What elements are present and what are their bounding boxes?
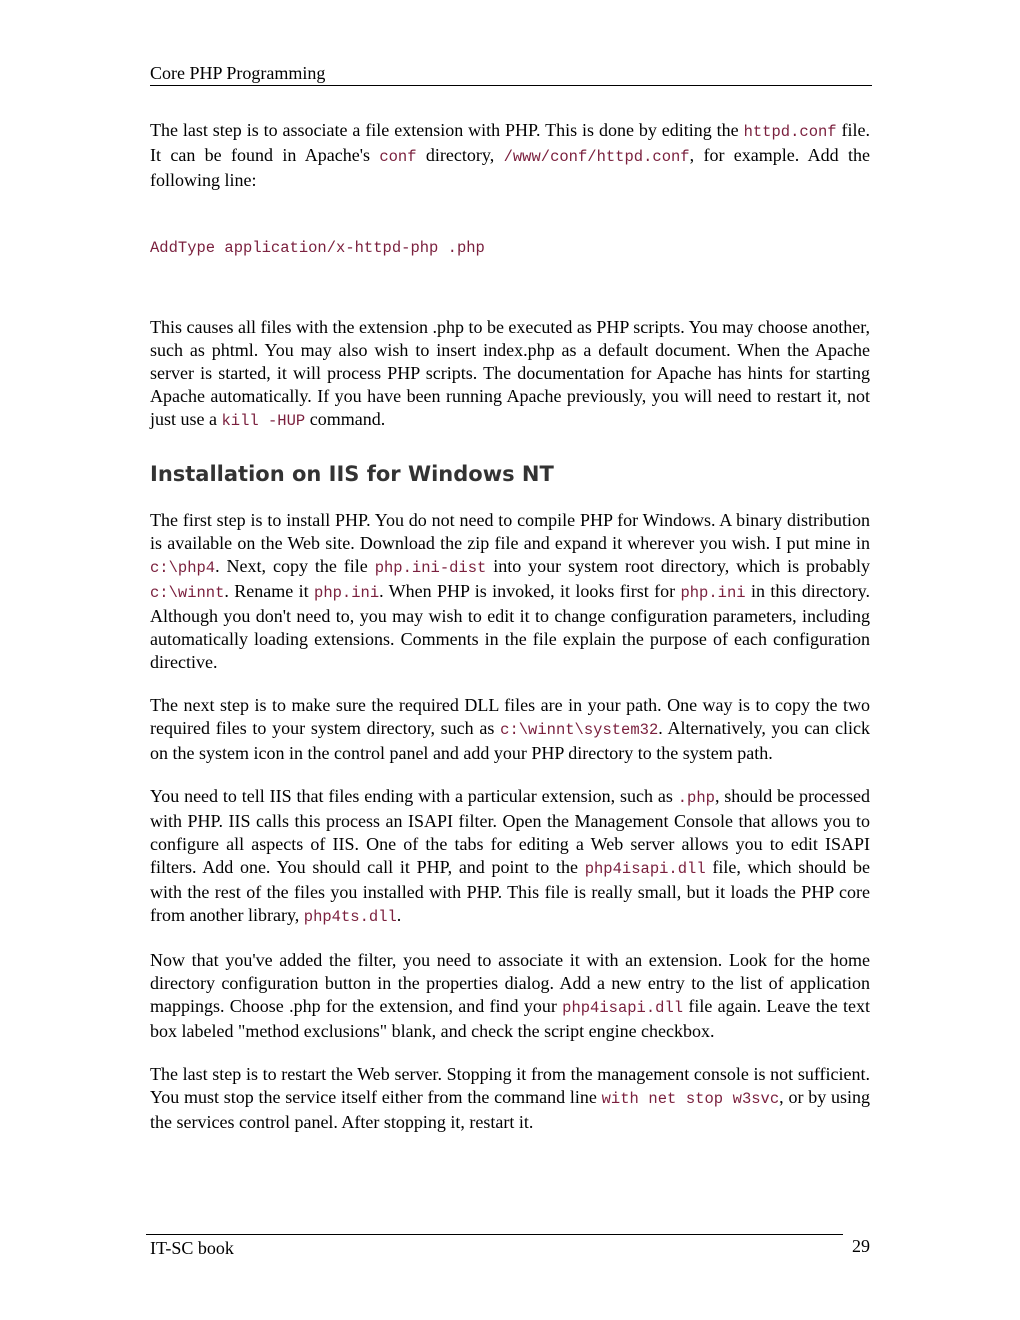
code-php-ext: .php	[677, 789, 715, 807]
code-system32: c:\winnt\system32	[500, 721, 659, 739]
code-php4ts-dll: php4ts.dll	[303, 908, 397, 926]
code-php4-dir: c:\php4	[150, 559, 216, 577]
text: . Rename it	[224, 581, 315, 601]
code-conf: conf	[379, 148, 417, 166]
text: in this directory. Although you don't need to, you may wish to edit it to change configuration parameters, including automatically loading extensions. Comments in the file explain the purpose of each configuration directive.	[150, 581, 870, 672]
text: file, which should be with the rest of the files you installed with PHP. This file is really small, but it loads the PHP core from another library,	[150, 857, 870, 925]
text: The last step is to associate a file extension with PHP. This is done by editing the	[150, 120, 744, 140]
code-block-addtype: AddType application/x-httpd-php .php	[150, 239, 485, 257]
code-path: /www/conf/httpd.conf	[503, 148, 690, 166]
text: The last step is to restart the Web server. Stopping it from the management console is not sufficient. You must stop the service itself either from the command line	[150, 1064, 870, 1107]
paragraph-install-php	[150, 509, 870, 674]
text: . Next, copy the file	[215, 556, 375, 576]
code-net-stop: with net stop w3svc	[601, 1090, 780, 1108]
paragraph-isapi-filter	[150, 785, 870, 929]
text: file. It can be found in Apache's	[150, 120, 870, 165]
text: directory,	[416, 145, 504, 165]
code-php4isapi-dll: php4isapi.dll	[584, 860, 706, 878]
text: , should be processed with PHP. IIS calls this process an ISAPI filter. Open the Management Console that allows you to configure all aspects of IIS. One of the tabs for editing a Web server allows you to edit ISAPI filters. Add one. You should call it PHP, and point to the	[150, 786, 871, 877]
code-php-ini-dist: php.ini-dist	[374, 559, 487, 577]
text: , for example. Add the following line:	[150, 145, 870, 190]
code-php4isapi-dll: php4isapi.dll	[562, 999, 684, 1017]
page-number: 29	[852, 1236, 870, 1256]
text: This causes all files with the extension .php to be executed as PHP scripts. You may choose another, such as phtml. You may also wish to insert index.php as a default document. When the Apache server is started, it will process PHP scripts. The documentation for Apache has hints for starting Apache automatically. If you have been running Apache previously, you will need to restart it, not just use a	[150, 317, 870, 429]
code-php-ini: php.ini	[314, 584, 380, 602]
text: file again. Leave the text box labeled "method exclusions" blank, and check the script engine checkbox.	[150, 996, 870, 1041]
paragraph-php-scripts	[150, 316, 870, 433]
section-heading: Installation on IIS for Windows NT	[150, 462, 554, 486]
code-php-ini: php.ini	[680, 584, 746, 602]
paragraph-app-mappings	[150, 949, 870, 1043]
paragraph-restart-server	[150, 1063, 870, 1134]
paragraph-dll-path	[150, 694, 870, 765]
text: You need to tell IIS that files ending with a particular extension, such as	[150, 786, 678, 806]
text: The next step is to make sure the required DLL files are in your path. One way is to copy the two required files to your system directory, such as	[150, 695, 870, 738]
code-kill-hup: kill -HUP	[221, 412, 306, 430]
text: command.	[305, 409, 386, 429]
code-httpd-conf: httpd.conf	[743, 123, 837, 141]
text: The first step is to install PHP. You do not need to compile PHP for Windows. A binary distribution is available on the Web site. Download the zip file and expand it wherever you wish. I put mine in	[150, 510, 870, 553]
text: , or by using the services control panel. After stopping it, restart it.	[150, 1087, 870, 1132]
text: .	[396, 905, 402, 925]
code-winnt: c:\winnt	[150, 584, 225, 602]
running-header: Core PHP Programming	[150, 63, 326, 83]
paragraph-apache-extension	[150, 119, 870, 192]
page-body	[150, 119, 870, 1154]
footer-source: IT-SC book	[150, 1238, 234, 1258]
text: . When PHP is invoked, it looks first for	[379, 581, 681, 601]
text: into your system root directory, which is probably	[486, 556, 870, 576]
text: . Alternatively, you can click on the system icon in the control panel and add your PHP directory to the system path.	[150, 718, 870, 763]
footer-rule	[146, 1234, 843, 1235]
text: Now that you've added the filter, you need to associate it with an extension. Look for the home directory configuration button in the properties dialog. Add a new entry to the list of application mappings. Choose .php for the extension, and find your	[150, 950, 870, 1016]
header-rule	[150, 85, 872, 86]
